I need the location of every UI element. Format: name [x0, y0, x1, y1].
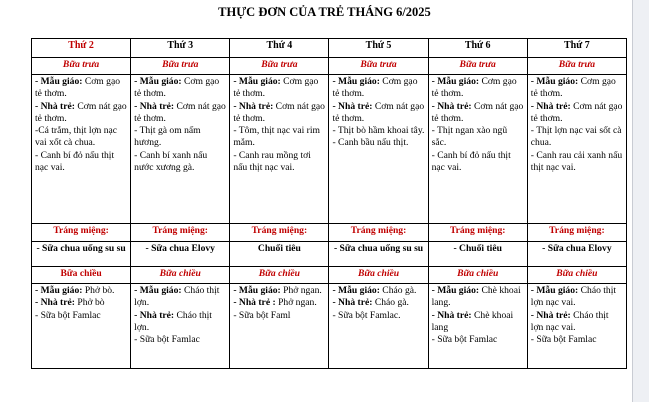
menu-line — [332, 285, 424, 297]
menu-line — [531, 150, 623, 175]
afternoon-label: Bữa chiều — [131, 267, 230, 284]
menu-line-text: - Canh bầu nấu thịt. — [332, 137, 409, 149]
lunch-label: Bữa trưa — [527, 58, 626, 75]
afternoon-content-row — [32, 284, 627, 369]
dessert-cell: - Sữa chua uống su su — [32, 242, 131, 267]
dessert-label: Tráng miệng: — [230, 224, 329, 242]
menu-line-label: - Nhà trẻ: — [35, 100, 75, 112]
menu-line-text: - Thịt ngan xào ngũ sắc. — [431, 125, 508, 149]
menu-line-text: - Thịt gà om nấm hương. — [134, 125, 201, 149]
menu-line — [332, 76, 424, 101]
menu-line-text: Cơm gạo tẻ thơm. — [35, 76, 121, 100]
dessert-row — [32, 242, 627, 267]
menu-line-label: - Mẫu giáo: — [332, 285, 380, 296]
page-edge — [632, 0, 649, 402]
menu-line — [134, 334, 226, 346]
menu-line — [134, 101, 226, 126]
menu-line-label: - Mẫu giáo: — [134, 76, 182, 87]
lunch-label: Bữa trưa — [428, 58, 527, 75]
dessert-label: Tráng miệng: — [32, 224, 131, 242]
afternoon-cell — [329, 284, 428, 369]
menu-line — [233, 150, 325, 175]
menu-line-label: - Nhà trẻ: — [233, 100, 274, 112]
menu-line-text: - Canh rau mồng tơi nấu thịt nạc vai. — [233, 149, 311, 173]
afternoon-cell — [527, 284, 626, 369]
menu-line-text: Phở ngan. — [280, 285, 322, 296]
menu-line-label: - Nhà trẻ: — [530, 309, 571, 321]
menu-line-text: Cơm gạo tẻ thơm. — [530, 76, 616, 100]
menu-line-text: Cơm nát gạo tẻ thơm. — [530, 100, 623, 124]
menu-line — [531, 76, 623, 101]
menu-line-text: Cháo thịt lợn. — [134, 285, 220, 309]
dessert-label: Tráng miệng: — [428, 224, 527, 242]
menu-line-label: - Mẫu giáo: — [431, 76, 480, 87]
menu-line-text: - Sữa bột Famlac — [530, 334, 597, 346]
dessert-cell: - Chuối tiêu — [428, 242, 527, 267]
lunch-content-row — [32, 75, 627, 224]
menu-line — [332, 310, 424, 322]
menu-line-label: - Nhà trẻ: — [530, 100, 571, 112]
day-header: Thứ 6 — [428, 39, 527, 58]
menu-line — [332, 297, 424, 309]
menu-line — [35, 285, 127, 297]
menu-line — [233, 297, 325, 309]
dessert-label-row — [32, 224, 627, 242]
lunch-cell — [32, 75, 131, 224]
dessert-label: Tráng miệng: — [131, 224, 230, 242]
menu-line-label: - Nhà trẻ: — [35, 297, 75, 309]
afternoon-cell — [230, 284, 329, 369]
menu-line — [432, 310, 524, 335]
menu-line — [432, 101, 524, 126]
menu-line — [233, 101, 325, 126]
menu-line-text: Cơm gạo tẻ thơm. — [431, 76, 517, 100]
menu-line-text: - Sữa bột Famlac — [431, 334, 498, 346]
menu-line-label: - Mẫu giáo: — [530, 76, 579, 87]
menu-line-text: Cháo thịt lợn. — [134, 309, 212, 333]
dessert-cell: - Sữa chua Elovy — [131, 242, 230, 267]
dessert-label: Tráng miệng: — [527, 224, 626, 242]
menu-line-text: Phở ngan. — [275, 297, 317, 309]
menu-line-label: - Nhà trẻ: — [431, 309, 472, 321]
lunch-label: Bữa trưa — [32, 58, 131, 75]
day-header: Thứ 3 — [131, 39, 230, 58]
menu-line — [134, 150, 226, 175]
menu-line-text: - Sữa bột Famlac. — [332, 309, 401, 321]
menu-line — [432, 334, 524, 346]
menu-line-text: Cơm nát gạo tẻ thơm. — [134, 100, 226, 124]
menu-line-text: Cơm gạo tẻ thơm. — [134, 76, 220, 100]
menu-line-text: Cháo gà. — [379, 285, 417, 296]
menu-line — [531, 310, 623, 335]
menu-line-label: - Mẫu giáo: — [530, 285, 579, 296]
lunch-label: Bữa trưa — [131, 58, 230, 75]
afternoon-label: Bữa chiều — [329, 267, 428, 284]
menu-line-text: Cơm nát gạo tẻ thơm. — [332, 100, 425, 124]
menu-line — [432, 76, 524, 101]
menu-line — [134, 310, 226, 335]
menu-line — [432, 150, 524, 175]
dessert-cell: Chuối tiêu — [230, 242, 329, 267]
menu-line — [233, 76, 325, 101]
menu-line — [531, 101, 623, 126]
menu-line — [233, 125, 325, 150]
menu-line-text: - Canh bí đỏ nấu thịt nạc vai. — [431, 149, 511, 173]
afternoon-cell — [32, 284, 131, 369]
lunch-label: Bữa trưa — [230, 58, 329, 75]
menu-line-text: - Canh bí xanh nấu nước xương gà. — [134, 149, 208, 173]
dessert-label: Tráng miệng: — [329, 224, 428, 242]
dessert-cell: - Sữa chua uống su su — [329, 242, 428, 267]
menu-table — [31, 38, 627, 369]
menu-line-label: - Mẫu giáo: — [134, 285, 182, 296]
menu-line — [233, 310, 325, 322]
menu-line-label: - Nhà trẻ: — [332, 297, 373, 309]
menu-line — [35, 297, 127, 309]
menu-line — [134, 285, 226, 310]
menu-line — [432, 125, 524, 150]
afternoon-label-row — [32, 267, 627, 284]
menu-line-text: - Canh bí đỏ nấu thịt nạc vai. — [35, 149, 115, 173]
menu-line-text: -Cá trắm, thịt lợn nạc vai xốt cà chua. — [35, 125, 118, 149]
menu-line-text: - Sữa bột Famlac — [134, 334, 200, 346]
menu-line-label: - Nhà trẻ: — [134, 100, 175, 112]
menu-line-text: - Sữa bột Famlac — [35, 309, 101, 321]
menu-line-text: Cơm nát gạo tẻ thơm. — [233, 100, 325, 124]
menu-line — [332, 137, 424, 149]
menu-line-text: Cơm nát gạo tẻ thơm. — [431, 100, 524, 124]
menu-line — [35, 76, 127, 101]
lunch-label-row — [32, 58, 627, 75]
menu-line — [35, 125, 127, 150]
menu-line — [531, 125, 623, 150]
menu-line — [233, 285, 325, 297]
menu-line-label: - Mẫu giáo: — [35, 76, 83, 87]
menu-line-label: - Mẫu giáo: — [332, 76, 380, 87]
day-header: Thứ 2 — [32, 39, 131, 58]
menu-line — [134, 125, 226, 150]
day-header: Thứ 7 — [527, 39, 626, 58]
menu-line — [35, 101, 127, 126]
menu-line — [332, 101, 424, 126]
menu-line-label: - Mẫu giáo: — [35, 285, 83, 296]
menu-line-text: - Thịt lợn nạc vai sốt cà chua. — [530, 125, 622, 149]
day-header-row — [32, 39, 627, 58]
menu-line — [35, 310, 127, 322]
afternoon-cell — [131, 284, 230, 369]
menu-line-label: - Nhà trẻ : — [233, 297, 276, 309]
dessert-cell: - Sữa chua Elovy — [527, 242, 626, 267]
menu-line-text: - Tôm, thịt nạc vai rim mắm. — [233, 125, 320, 149]
afternoon-label: Bữa chiều — [32, 267, 131, 284]
day-header: Thứ 5 — [329, 39, 428, 58]
menu-line — [432, 285, 524, 310]
menu-line-text: - Thịt bò hầm khoai tây. — [332, 125, 425, 137]
menu-line-text: Chè khoai lang. — [431, 285, 521, 309]
menu-line-text: Cơm gạo tẻ thơm. — [233, 76, 319, 100]
menu-line-label: - Mẫu giáo: — [431, 285, 480, 296]
day-header: Thứ 4 — [230, 39, 329, 58]
menu-line — [531, 285, 623, 310]
menu-line-label: - Mẫu giáo: — [233, 76, 281, 87]
afternoon-cell — [428, 284, 527, 369]
menu-line-text: Cháo thịt lợn nạc vai. — [530, 285, 617, 309]
lunch-cell — [428, 75, 527, 224]
menu-line — [332, 125, 424, 137]
menu-line-label: - Nhà trẻ: — [332, 100, 373, 112]
menu-line-text: Cháo thịt lợn nạc vai. — [530, 309, 609, 333]
afternoon-label: Bữa chiều — [428, 267, 527, 284]
menu-line-text: - Canh rau cải xanh nấu thịt nạc vai. — [530, 149, 623, 173]
lunch-cell — [527, 75, 626, 224]
lunch-cell — [230, 75, 329, 224]
page-title: THỰC ĐƠN CỦA TRẺ THÁNG 6/2025 — [218, 5, 431, 19]
menu-line — [531, 334, 623, 346]
menu-line-text: - Sữa bột Faml — [233, 309, 291, 321]
menu-line — [35, 150, 127, 175]
menu-line-label: - Mẫu giáo: — [233, 285, 281, 296]
lunch-label: Bữa trưa — [329, 58, 428, 75]
menu-line-label: - Nhà trẻ: — [134, 309, 175, 321]
lunch-cell — [131, 75, 230, 224]
lunch-cell — [329, 75, 428, 224]
afternoon-label: Bữa chiều — [230, 267, 329, 284]
menu-line — [134, 76, 226, 101]
menu-line-text: Cơm nát gạo tẻ thơm. — [35, 100, 127, 124]
menu-line-text: Chè khoai lang — [431, 309, 514, 333]
afternoon-label: Bữa chiều — [527, 267, 626, 284]
menu-line-text: Phở bò. — [82, 285, 115, 296]
menu-line-text: Phở bò — [74, 297, 105, 309]
menu-line-label: - Nhà trẻ: — [431, 100, 472, 112]
menu-line-text: Cháo gà. — [372, 297, 409, 309]
menu-line-text: Cơm gạo tẻ thơm. — [332, 76, 418, 100]
